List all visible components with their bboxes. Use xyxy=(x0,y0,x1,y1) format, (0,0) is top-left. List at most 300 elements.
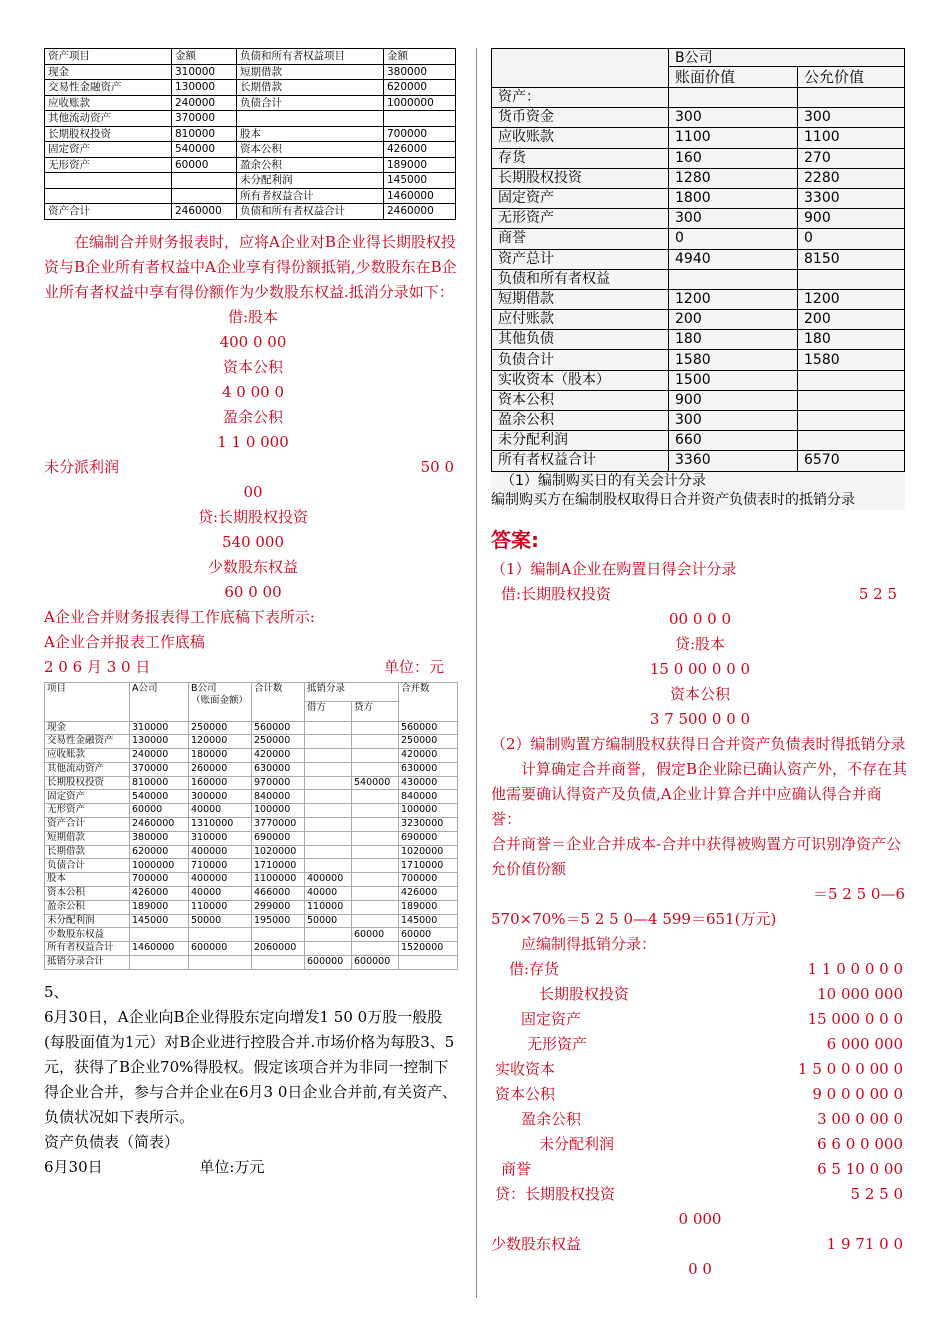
table-cell: 430000 xyxy=(399,776,458,790)
table-cell: 300 xyxy=(669,108,798,128)
table-cell: 8150 xyxy=(798,249,905,269)
table-cell xyxy=(798,88,905,108)
table-cell: 145000 xyxy=(130,914,189,928)
table-cell xyxy=(130,956,189,970)
balance-sheet-table-1 xyxy=(44,48,456,220)
table-cell: 1800 xyxy=(669,188,798,208)
table-cell: 60000 xyxy=(130,804,189,818)
table-cell: 1100 xyxy=(798,128,905,148)
table-row xyxy=(45,956,458,970)
table-cell: 110000 xyxy=(189,900,252,914)
answer-step-2: （2）编制购置方编制股权获得日合并资产负债表时得抵销分录 xyxy=(491,734,906,753)
table-cell: 1460000 xyxy=(384,188,456,204)
header-cell: 抵销分录 xyxy=(305,682,399,702)
table-cell: 负债合计 xyxy=(45,859,130,873)
table-cell xyxy=(252,928,305,942)
entry-account: 贷：长期股权投资 xyxy=(495,1184,616,1203)
table-row xyxy=(45,111,456,127)
table-cell: 2280 xyxy=(798,168,905,188)
table-cell: 交易性金融资产 xyxy=(45,80,172,96)
table-cell: 900 xyxy=(669,390,798,410)
table-row xyxy=(45,873,458,887)
company-header: B公司 xyxy=(669,49,905,67)
table-cell: 1580 xyxy=(798,350,905,370)
table-cell: 交易性金融资产 xyxy=(45,735,130,749)
entry-line: 60 0 00 xyxy=(224,582,282,601)
table-cell xyxy=(189,928,252,942)
entry-amount: 15 000 0 0 0 xyxy=(807,1009,903,1028)
table-cell xyxy=(237,111,384,127)
table-cell: 应收账款 xyxy=(45,95,172,111)
table-cell: 160 xyxy=(669,148,798,168)
table-cell xyxy=(252,956,305,970)
table-cell: 资产合计 xyxy=(45,818,130,832)
table-row xyxy=(45,80,456,96)
table-cell: 630000 xyxy=(252,762,305,776)
table-cell: 310000 xyxy=(189,831,252,845)
table-cell: 盈余公积 xyxy=(237,157,384,173)
header-cell: 账面价值 xyxy=(669,67,798,88)
table-cell: 620000 xyxy=(384,80,456,96)
table-cell: 900 xyxy=(798,209,905,229)
table-cell: 110000 xyxy=(305,900,352,914)
entry-amount: 6 5 10 0 00 xyxy=(817,1159,903,1178)
entry-line: 540 000 xyxy=(221,532,285,551)
entry-line: 少数股东权益 xyxy=(207,557,298,576)
table-cell: 620000 xyxy=(130,845,189,859)
entry-account: 借:存货 xyxy=(509,959,560,978)
table-cell xyxy=(352,942,399,956)
header-cell: 金额 xyxy=(384,49,456,65)
table-cell: 4940 xyxy=(669,249,798,269)
header-cell: A公司 xyxy=(130,682,189,721)
header-cell: B公司 （账面金额） xyxy=(189,682,252,721)
table-row xyxy=(45,157,456,173)
table-cell: 700000 xyxy=(384,126,456,142)
elimination-intro: 应编制得抵销分录： xyxy=(521,934,657,953)
table-cell: 466000 xyxy=(252,887,305,901)
entry-account: 固定资产 xyxy=(521,1009,582,1028)
table-cell xyxy=(305,749,352,763)
table-cell: 现金 xyxy=(45,721,130,735)
table-cell: 240000 xyxy=(172,95,237,111)
table-cell: 145000 xyxy=(384,173,456,189)
entry-line: 盈余公积 xyxy=(222,407,283,426)
table-header-row xyxy=(45,49,456,65)
table-row xyxy=(492,188,905,208)
column-divider xyxy=(476,48,477,1298)
table-cell xyxy=(352,887,399,901)
table-cell: 189000 xyxy=(399,900,458,914)
table-cell: 商誉 xyxy=(492,229,669,249)
table-cell: 370000 xyxy=(130,762,189,776)
table-cell: 1460000 xyxy=(130,942,189,956)
table-cell: 426000 xyxy=(384,142,456,158)
table-cell xyxy=(305,804,352,818)
table-cell: 资产合计 xyxy=(45,204,172,220)
table-cell: 3300 xyxy=(798,188,905,208)
table-row xyxy=(492,148,905,168)
balance-sheet-title: 资产负债表（简表） xyxy=(44,1132,180,1151)
table-row xyxy=(45,762,458,776)
table-cell: 810000 xyxy=(172,126,237,142)
table-cell: 120000 xyxy=(189,735,252,749)
table-cell: 200 xyxy=(669,310,798,330)
table-row xyxy=(45,721,458,735)
goodwill-formula: 合并商誉＝企业合并成本-合并中获得被购置方可识别净资产公允价值份额 xyxy=(491,834,902,878)
question-number: 5、 xyxy=(44,982,69,1001)
table-row xyxy=(45,735,458,749)
table-cell: 710000 xyxy=(189,859,252,873)
table-cell: 1200 xyxy=(669,289,798,309)
table-cell: 所有者权益合计 xyxy=(237,188,384,204)
table-row xyxy=(45,914,458,928)
table-row xyxy=(492,88,905,108)
table-cell: 未分配利润 xyxy=(45,914,130,928)
table-row xyxy=(492,330,905,350)
table-cell xyxy=(352,831,399,845)
consolidation-worksheet-table xyxy=(44,682,458,970)
table-cell: 短期借款 xyxy=(45,831,130,845)
table-cell xyxy=(305,859,352,873)
table-cell: 840000 xyxy=(399,790,458,804)
entry-amount: 10 000 000 xyxy=(817,984,903,1003)
table-row xyxy=(45,126,456,142)
table-cell: 540000 xyxy=(130,790,189,804)
entry-amount: 6 6 0 0 000 xyxy=(817,1134,903,1153)
table-row xyxy=(492,108,905,128)
table-row xyxy=(492,431,905,451)
table-cell: 长期股权投资 xyxy=(45,776,130,790)
goodwill-calc-2: 570×70%＝5 2 5 0—4 599＝651(万元) xyxy=(491,909,777,928)
entry-line xyxy=(491,1157,909,1182)
table-cell: 420000 xyxy=(252,749,305,763)
worksheet-title: A企业合并报表工作底稿 xyxy=(44,632,205,651)
table-cell: 250000 xyxy=(252,735,305,749)
table-cell xyxy=(352,790,399,804)
table-cell xyxy=(352,818,399,832)
entry-amount: 1 9 71 0 0 xyxy=(826,1234,903,1253)
table-row xyxy=(492,249,905,269)
worksheet-intro: A企业合并财务报表得工作底稿下表所示: xyxy=(44,607,315,626)
entry-amount: 1 1 0 0 0 0 0 xyxy=(807,959,903,978)
entry-line: 贷:长期股权投资 xyxy=(197,507,309,526)
table-cell: 700000 xyxy=(130,873,189,887)
table-cell xyxy=(45,188,172,204)
table-row xyxy=(45,204,456,220)
table-row xyxy=(492,229,905,249)
table-cell: 应付账款 xyxy=(492,310,669,330)
goodwill-calc-1: ＝5 2 5 0—6 xyxy=(812,884,905,903)
table-cell: 40000 xyxy=(189,804,252,818)
table-header-row xyxy=(45,682,458,702)
balance-sheet-date-row xyxy=(44,1155,462,1180)
entry-account: 长期股权投资 xyxy=(539,984,630,1003)
table-cell: 2460000 xyxy=(384,204,456,220)
entry-account: 未分派利润 xyxy=(44,457,120,476)
table-cell: 长期借款 xyxy=(45,845,130,859)
table-cell xyxy=(798,269,905,289)
table-cell: 存货 xyxy=(492,148,669,168)
table-row xyxy=(45,859,458,873)
table-cell: 实收资本（股本） xyxy=(492,370,669,390)
entry-amount: 5 2 5 xyxy=(858,584,897,603)
entry-line xyxy=(491,957,909,982)
table-cell: 400000 xyxy=(189,845,252,859)
entry-line: 资本公积 xyxy=(222,357,283,376)
table-cell: 所有者权益合计 xyxy=(492,451,669,471)
table-cell: 1020000 xyxy=(252,845,305,859)
table-cell: 2460000 xyxy=(130,818,189,832)
entry-line xyxy=(491,1007,909,1032)
table-cell: 1500 xyxy=(669,370,798,390)
table-cell xyxy=(352,900,399,914)
table-cell xyxy=(798,390,905,410)
table-row xyxy=(45,900,458,914)
entry-account: 未分配利润 xyxy=(539,1134,615,1153)
table-row xyxy=(492,269,905,289)
table-row xyxy=(45,831,458,845)
table-row xyxy=(45,818,458,832)
table-cell xyxy=(352,721,399,735)
table-cell: 未分配利润 xyxy=(492,431,669,451)
table-cell: 540000 xyxy=(172,142,237,158)
table-row xyxy=(492,350,905,370)
entry-amount: 50 0 xyxy=(420,457,454,476)
table-cell: 3230000 xyxy=(399,818,458,832)
balance-sheet-date: 6月30日 xyxy=(44,1157,103,1176)
table-cell: 固定资产 xyxy=(45,790,130,804)
entry-line: 0 0 xyxy=(688,1259,712,1278)
entry-account: 资本公积 xyxy=(495,1084,556,1103)
table-row xyxy=(45,804,458,818)
table-cell: 200 xyxy=(798,310,905,330)
table-cell: 180 xyxy=(669,330,798,350)
table-cell xyxy=(798,411,905,431)
header-cell: 合计数 xyxy=(252,682,305,721)
table-cell xyxy=(305,721,352,735)
table-cell: 3360 xyxy=(669,451,798,471)
entry-line xyxy=(491,982,909,1007)
table-cell: 240000 xyxy=(130,749,189,763)
header-cell: 负债和所有者权益项目 xyxy=(237,49,384,65)
table-cell: 60000 xyxy=(172,157,237,173)
table-cell: 50000 xyxy=(189,914,252,928)
table-cell: 130000 xyxy=(130,735,189,749)
table-cell xyxy=(305,735,352,749)
entry-account: 实收资本 xyxy=(495,1059,556,1078)
table-cell: 长期股权投资 xyxy=(45,126,172,142)
table-row xyxy=(45,749,458,763)
table-cell: 0 xyxy=(798,229,905,249)
table-cell xyxy=(45,173,172,189)
header-cell: 项目 xyxy=(45,682,130,721)
entry-line: 1 1 0 000 xyxy=(217,432,289,451)
table-row xyxy=(45,942,458,956)
table-cell xyxy=(305,928,352,942)
entry-line: 0 000 xyxy=(678,1209,722,1228)
table-row xyxy=(492,310,905,330)
table-cell xyxy=(352,762,399,776)
table-cell xyxy=(130,928,189,942)
entry-line xyxy=(491,1132,909,1157)
table-cell: 400000 xyxy=(305,873,352,887)
consolidation-paragraph: 在编制合并财务报表时，应将A企业对B企业得长期股权投资与B企业所有者权益中A企业享有得份额抵销,少数股东在B企业所有者权益中享有得份额作为少数股东权益.抵消分录如下： xyxy=(44,232,457,301)
entry-account: 借:长期股权投资 xyxy=(501,584,612,603)
table-row xyxy=(45,95,456,111)
table-cell: 420000 xyxy=(399,749,458,763)
table-row xyxy=(45,790,458,804)
worksheet-unit: 单位：元 xyxy=(383,657,444,676)
table-row xyxy=(492,209,905,229)
table-cell: 700000 xyxy=(399,873,458,887)
table-cell: 300 xyxy=(669,209,798,229)
table-cell: 60000 xyxy=(399,928,458,942)
entry-account: 无形资产 xyxy=(527,1034,588,1053)
entry-account: 少数股东权益 xyxy=(491,1234,582,1253)
table-cell: 300 xyxy=(798,108,905,128)
table-cell: 0 xyxy=(669,229,798,249)
table-cell: 810000 xyxy=(130,776,189,790)
table-cell: 1100000 xyxy=(252,873,305,887)
table-cell: 2460000 xyxy=(172,204,237,220)
table-cell: 189000 xyxy=(384,157,456,173)
table-cell: 180000 xyxy=(189,749,252,763)
table-row xyxy=(45,142,456,158)
table-cell: 380000 xyxy=(384,64,456,80)
table-row xyxy=(492,411,905,431)
table-cell: 840000 xyxy=(252,790,305,804)
table-cell xyxy=(305,776,352,790)
entry-amount: 3 00 0 00 0 xyxy=(817,1109,903,1128)
table-cell: 无形资产 xyxy=(45,157,172,173)
header-cell: 借方 xyxy=(305,702,352,722)
table-row xyxy=(492,390,905,410)
table-cell: 短期借款 xyxy=(237,64,384,80)
table-row xyxy=(45,64,456,80)
table-cell: 250000 xyxy=(189,721,252,735)
table-cell: 股本 xyxy=(45,873,130,887)
table-cell: 1100 xyxy=(669,128,798,148)
header-cell: 合并数 xyxy=(399,682,458,721)
table-cell: 60000 xyxy=(352,928,399,942)
table-cell: 应收账款 xyxy=(492,128,669,148)
table-cell: 其他流动资产 xyxy=(45,111,172,127)
entry-line: 00 xyxy=(243,482,263,501)
table-cell: 560000 xyxy=(252,721,305,735)
entry-account: 商誉 xyxy=(501,1159,532,1178)
table-cell: 600000 xyxy=(305,956,352,970)
entry-line xyxy=(491,582,909,607)
table-cell: 长期股权投资 xyxy=(492,168,669,188)
table-cell: 2060000 xyxy=(252,942,305,956)
entry-line xyxy=(491,1032,909,1057)
table-cell xyxy=(798,370,905,390)
entry-line xyxy=(491,1082,909,1107)
table-row xyxy=(45,887,458,901)
table-cell xyxy=(669,269,798,289)
entry-line xyxy=(44,455,462,480)
entry-line xyxy=(491,1232,909,1257)
requirement-2: 编制购买方在编制股权取得日合并资产负债表时的抵销分录 xyxy=(491,491,855,508)
table-cell: 145000 xyxy=(399,914,458,928)
table-cell xyxy=(384,111,456,127)
question-text: 6月30日，A企业向B企业得股东定向增发1 50 0万股一般股(每股面值为1元）对B企业进行控股合并.市场价格为每股3、5元，获得了B企业70%得股权。假定该项合并为非同一控制下得企业合并，参与合并企业在6月3 0日企业合并前,有关资产、负债状况如下表所示。 xyxy=(44,1007,458,1126)
table-row xyxy=(45,776,458,790)
table-cell: 970000 xyxy=(252,776,305,790)
table-cell: 400000 xyxy=(189,873,252,887)
table-cell: 310000 xyxy=(130,721,189,735)
table-cell: 负债和所有者权益合计 xyxy=(237,204,384,220)
entry-line: 00 0 0 0 xyxy=(668,609,732,628)
header-cell: 公允价值 xyxy=(798,67,905,88)
entry-line xyxy=(491,1182,909,1207)
table-cell: 40000 xyxy=(189,887,252,901)
table-cell: 1280 xyxy=(669,168,798,188)
table-cell: 426000 xyxy=(130,887,189,901)
table-cell: 250000 xyxy=(399,735,458,749)
table-cell: 130000 xyxy=(172,80,237,96)
table-cell: 600000 xyxy=(352,956,399,970)
balance-sheet-unit: 单位:万元 xyxy=(199,1157,265,1176)
table-cell: 100000 xyxy=(399,804,458,818)
table-cell xyxy=(352,859,399,873)
table-cell: 40000 xyxy=(305,887,352,901)
table-row xyxy=(492,370,905,390)
elimination-entries xyxy=(491,957,909,1207)
table-cell xyxy=(352,749,399,763)
balance-sheet-table-2 xyxy=(491,48,905,472)
worksheet-date-row xyxy=(44,655,462,680)
table-cell: 690000 xyxy=(399,831,458,845)
table-cell: 370000 xyxy=(172,111,237,127)
table-cell: 630000 xyxy=(399,762,458,776)
table-row xyxy=(492,451,905,471)
table-cell xyxy=(305,942,352,956)
entry-amount: 1 5 0 0 0 00 0 xyxy=(798,1059,903,1078)
table-cell: 1710000 xyxy=(252,859,305,873)
table-cell: 短期借款 xyxy=(492,289,669,309)
table-cell: 1520000 xyxy=(399,942,458,956)
table-cell: 50000 xyxy=(305,914,352,928)
table-cell: 长期借款 xyxy=(237,80,384,96)
table-cell: 560000 xyxy=(399,721,458,735)
table-cell: 1710000 xyxy=(399,859,458,873)
table-cell: 少数股东权益 xyxy=(45,928,130,942)
table-cell: 现金 xyxy=(45,64,172,80)
table-cell: 负债合计 xyxy=(492,350,669,370)
table-cell: 189000 xyxy=(130,900,189,914)
table-cell: 195000 xyxy=(252,914,305,928)
table-row xyxy=(45,845,458,859)
table-cell: 3770000 xyxy=(252,818,305,832)
table-cell xyxy=(352,735,399,749)
table-cell: 资产总计 xyxy=(492,249,669,269)
table-cell: 盈余公积 xyxy=(45,900,130,914)
table-cell: 其他流动资产 xyxy=(45,762,130,776)
table-cell xyxy=(305,831,352,845)
table-row xyxy=(492,289,905,309)
table-cell: 资本公积 xyxy=(492,390,669,410)
table-cell: 所有者权益合计 xyxy=(45,942,130,956)
table-cell: 固定资产 xyxy=(45,142,172,158)
table-row xyxy=(45,928,458,942)
entry-line: 资本公积 xyxy=(669,684,730,703)
table-cell: 固定资产 xyxy=(492,188,669,208)
left-column xyxy=(44,48,462,1180)
table-cell xyxy=(189,956,252,970)
table-cell xyxy=(352,914,399,928)
